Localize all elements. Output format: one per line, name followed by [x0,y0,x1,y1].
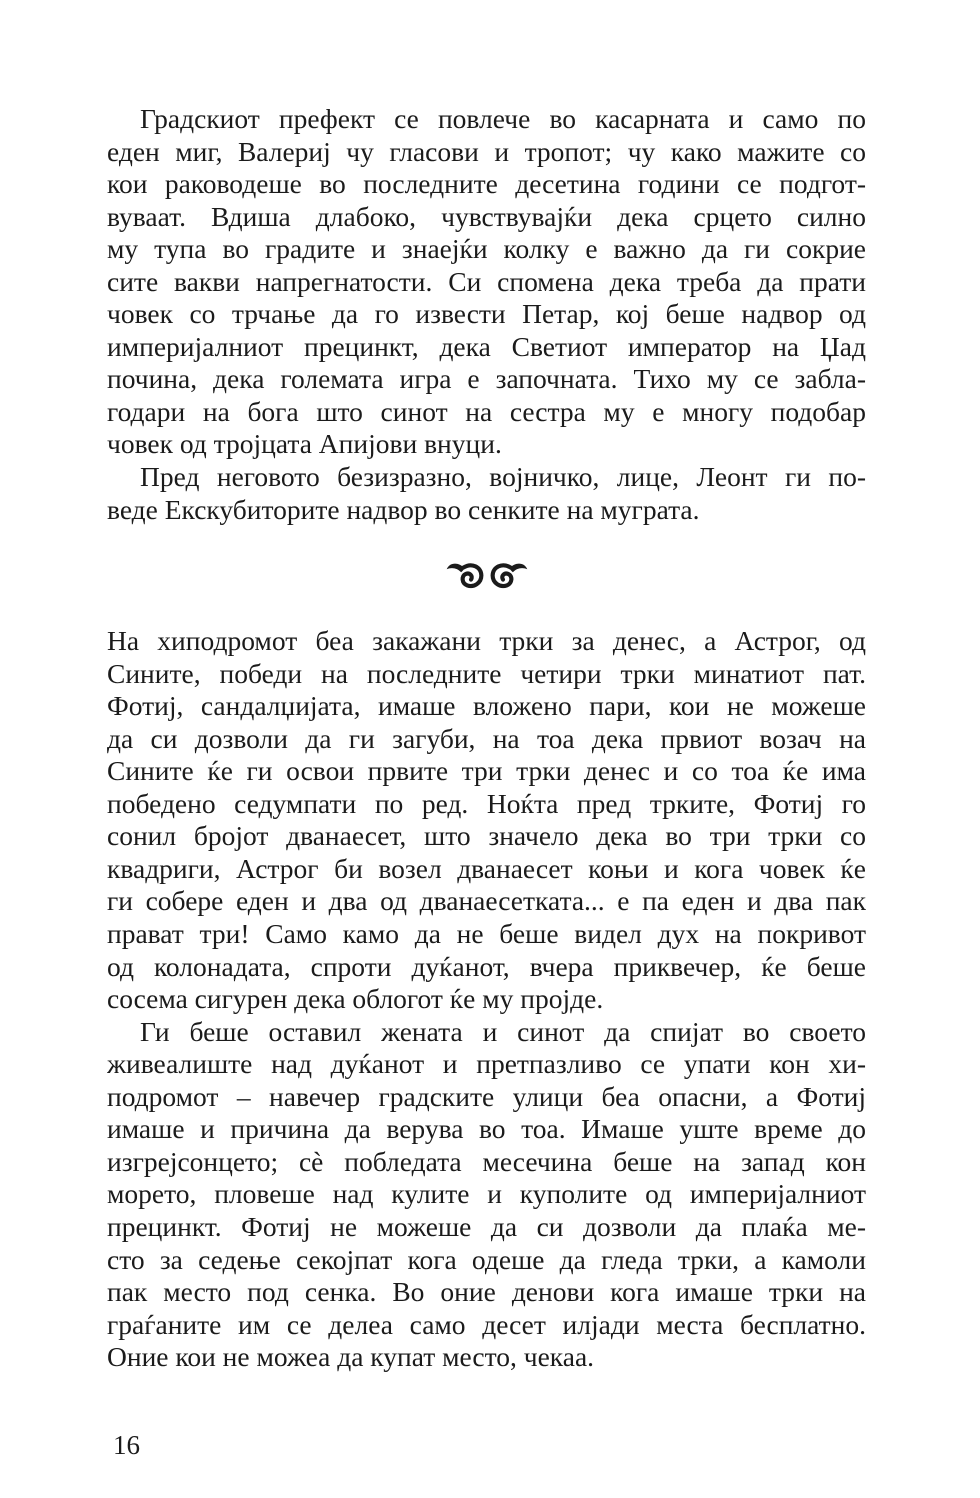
text-line: ги собере еден и два од дванаесетката... е па еден и два пак [107,885,866,917]
page-text-block [107,103,866,1374]
text-line: му тупа во градите и знаејќи колку е важно да ги сокрие [107,233,866,265]
paragraph [107,461,866,526]
text-line: еден миг, Валериј чу гласови и тропот; чу како мажите со [107,135,866,167]
text-line: подромот – навечер градските улици беа опасни, а Фотиј [107,1080,866,1112]
text-line: Пред неговото безизразно, војничко, лице, Леонт ги по- [140,461,866,493]
text-line: сите вакви напрегнатости. Си спомена дека треба да прати [107,265,866,297]
text-line: сто за седење секојпат кога одеше да гледа трки, а камоли [107,1243,866,1275]
fleuron-pair-ornament-icon [445,560,529,592]
text-line: сонил бројот дванаесет, што значело дека во три трки со [107,820,866,852]
text-line: човек со трчање да го извести Петар, кој беше надвор од [107,298,866,330]
text-line: изгрејсонцето; сè побледата месечина беше на запад кон [107,1145,866,1177]
text-line: сосема сигурен дека облогот ќе му пројде. [107,983,604,1015]
text-line: Оние кои не можеа да купат место, чекаа. [107,1341,595,1373]
text-line: Сините ќе ги освои првите три трки денес и со тоа ќе има [107,755,866,787]
text-line: победено седумпати по ред. Ноќта пред трките, Фотиј го [107,787,866,819]
paragraph [107,1016,866,1374]
text-line: имаше и причина да верува во тоа. Имаше уште време до [107,1113,866,1145]
text-line: да си дозволи да ги загуби, на тоа дека првиот возач на [107,722,866,754]
text-line: Сините, победи на последните четири трки минатиот пат. [107,657,866,689]
text-line: граѓаните им се делеа само десет илјади места бесплатно. [107,1308,866,1340]
text-line: квадриги, Астрог би возел дванаесет коњи и кога човек ќе [107,852,866,884]
text-line: живеалиште над дуќанот и претпазливо се упати кон хи- [107,1048,866,1080]
text-line: веде Екскубиторите надвор во сенките на муграта. [107,493,700,525]
paragraph [107,103,866,461]
paragraph [107,625,866,1016]
text-line: Градскиот префект се повлече во касарната и само по [140,103,866,134]
text-line: Фотиј, сандалџијата, имаше вложено пари, кои не можеше [107,690,866,722]
page-number: 16 [113,1430,140,1460]
text-line: човек од тројцата Апијови внуци. [107,428,502,460]
text-line: почина, дека големата игра е започната. Тихо му се забла- [107,363,866,395]
section-divider [107,526,866,625]
text-line: империјалниот прецинкт, дека Светиот император на Џад [107,330,866,362]
text-line: прават три! Само камо да не беше видел дух на покривот [107,918,866,950]
text-line: кои раководеше во последните десетина години се подгот- [107,168,866,200]
text-line: прецинкт. Фотиј не можеше да си дозволи да плаќа ме- [107,1210,866,1242]
text-line: вуваат. Вдиша длабоко, чувствувајќи дека срцето силно [107,200,866,232]
text-line: пак место под сенка. Во оние денови кога имаше трки на [107,1276,866,1308]
text-line: Ги беше оставил жената и синот да спијат во своето [140,1015,866,1047]
text-line: морето, пловеше над кулите и куполите од империјалниот [107,1178,866,1210]
text-line: од колонадата, спроти дуќанот, вчера приквечер, ќе беше [107,950,866,982]
text-line: На хиподромот беа закажани трки за денес, а Астрог, од [107,625,866,657]
text-line: годари на бога што синот на сестра му е многу подобар [107,395,866,427]
